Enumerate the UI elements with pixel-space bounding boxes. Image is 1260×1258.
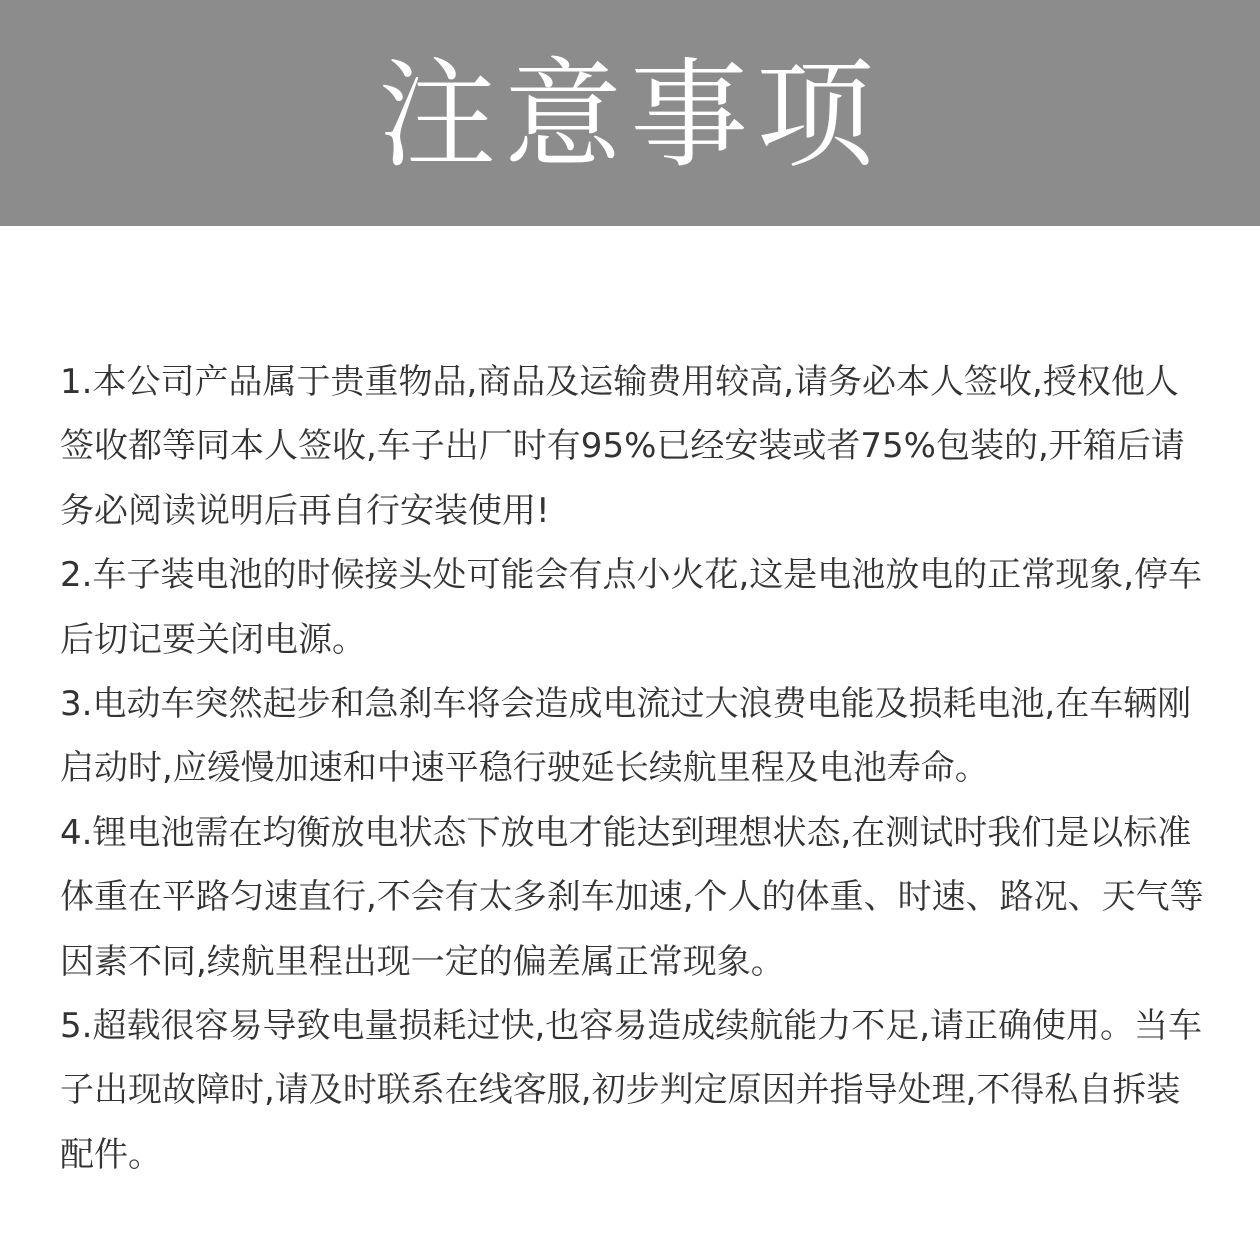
notice-item: 1.本公司产品属于贵重物品,商品及运输费用较高,请务必本人签收,授权他人签收都等同本人签收,车子出厂时有95%已经安装或者75%包装的,开箱后请务必阅读说明后再自行安装使用!	[60, 362, 1185, 531]
page-title: 注意事项	[377, 46, 882, 184]
notice-item: 2.车子装电池的时候接头处可能会有点小火花,这是电池放电的正常现象,停车后切记要关闭电源。	[60, 555, 1203, 660]
header-banner	[0, 0, 1260, 226]
notice-list	[60, 350, 1210, 1187]
notice-item: 3.电动车突然起步和急刹车将会造成电流过大浪费电能及损耗电池,在车辆刚启动时,应缓慢加速和中速平稳行驶延长续航里程及电池寿命。	[60, 684, 1192, 789]
notice-item: 4.锂电池需在均衡放电状态下放电才能达到理想状态,在测试时我们是以标准体重在平路匀速直行,不会有太多刹车加速,个人的体重、时速、路况、天气等因素不同,续航里程出现一定的偏差属正常现象。	[60, 812, 1204, 982]
notice-item: 5.超载很容易导致电量损耗过快,也容易造成续航能力不足,请正确使用。当车子出现故障时,请及时联系在线客服,初步判定原因并指导处理,不得私自拆装配件。	[60, 1006, 1203, 1175]
